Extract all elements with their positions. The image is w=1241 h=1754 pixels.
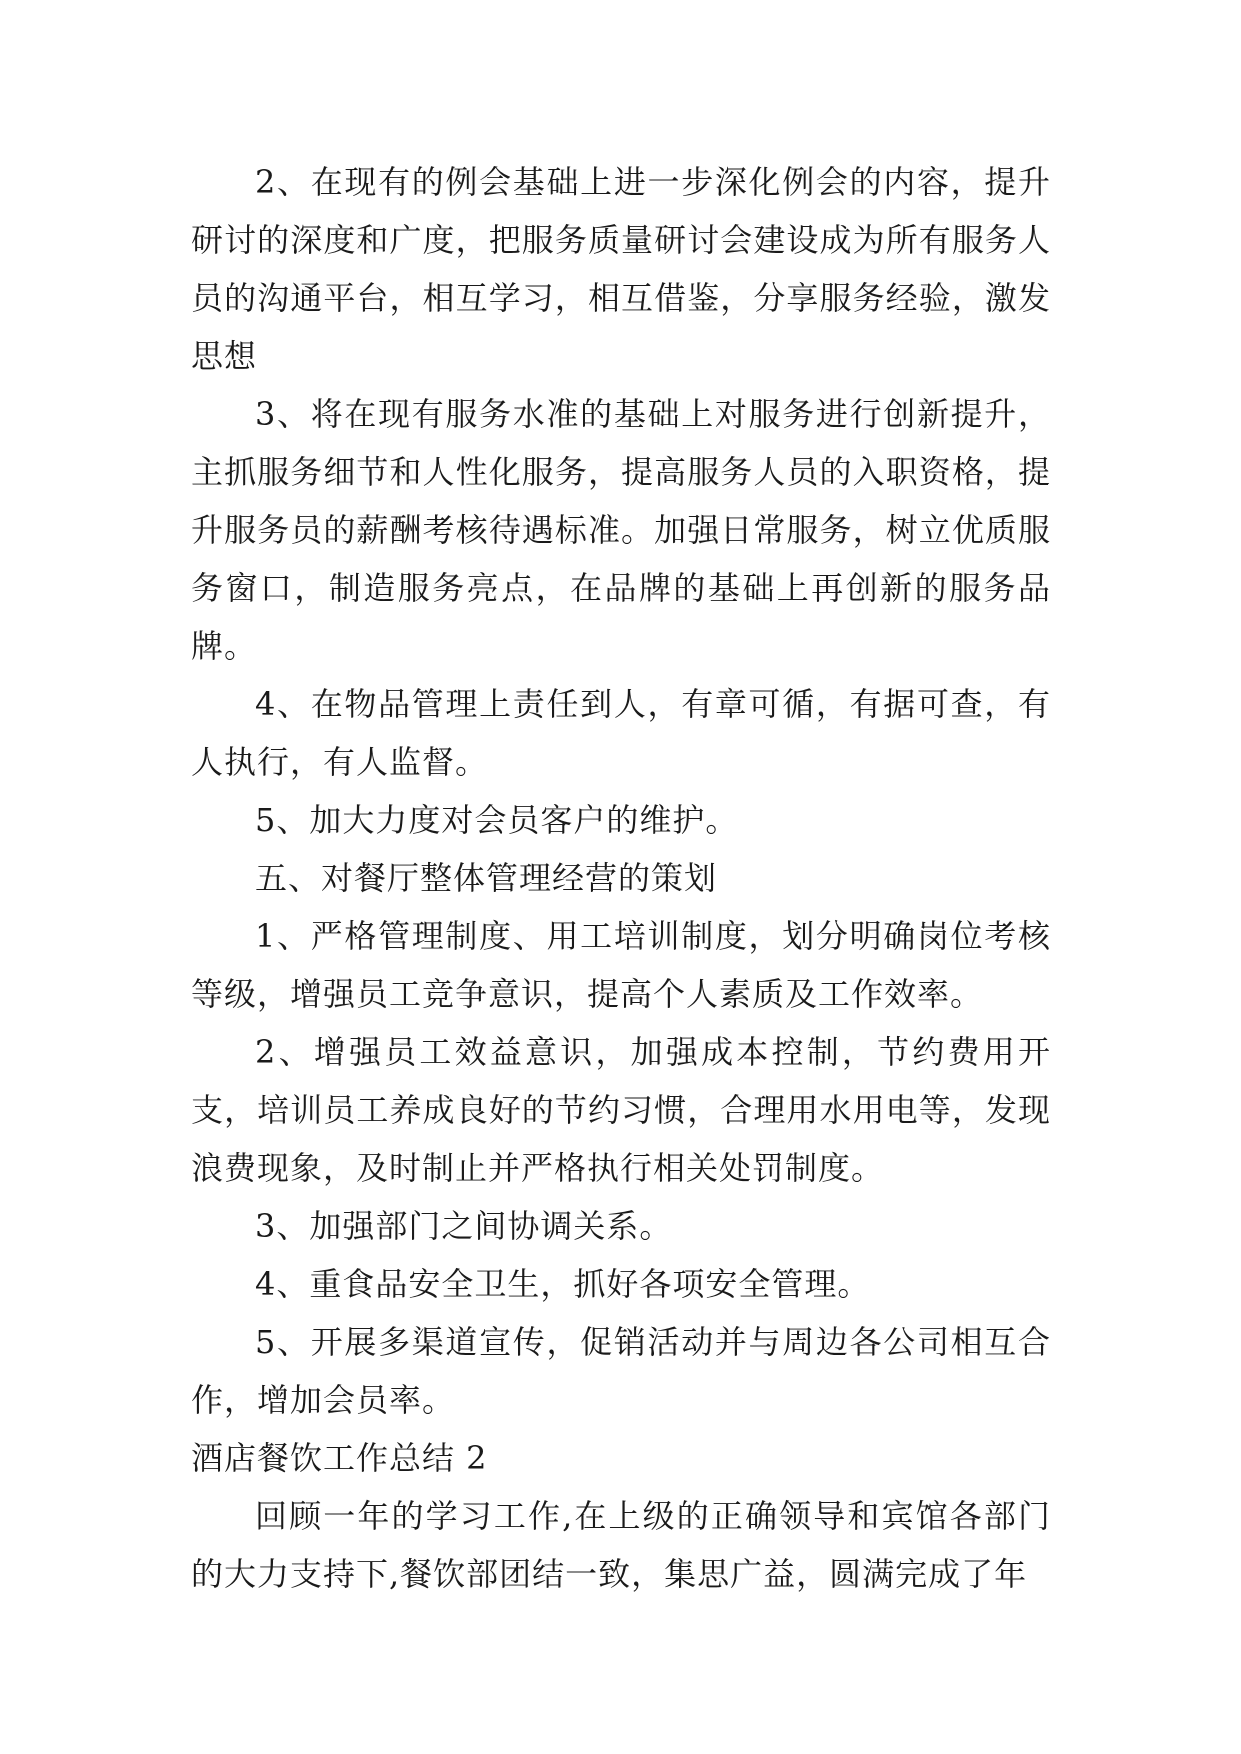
paragraph-item-5: 5、加大力度对会员客户的维护。 bbox=[255, 801, 739, 839]
paragraph-item-2b: 2、增强员工效益意识，加强成本控制，节约费用开支，培训员工养成良好的节约习惯，合理用水用电等，发现浪费现象，及时制止并严格执行相关处罚制度。 bbox=[191, 1033, 1051, 1187]
paragraph-item-4: 4、在物品管理上责任到人，有章可循，有据可查，有人执行，有人监督。 bbox=[191, 685, 1051, 781]
paragraph-item-3: 3、将在现有服务水准的基础上对服务进行创新提升，主抓服务细节和人性化服务，提高服务人员的入职资格，提升服务员的薪酬考核待遇标准。加强日常服务，树立优质服务窗口，制造服务亮点，在品牌的基础上再创新的服务品牌。 bbox=[191, 395, 1051, 665]
paragraph-intro: 回顾一年的学习工作,在上级的正确领导和宾馆各部门的大力支持下,餐饮部团结一致，集思广益，圆满完成了年 bbox=[191, 1497, 1051, 1593]
document-body bbox=[191, 153, 1051, 1603]
section-title: 酒店餐饮工作总结 2 bbox=[191, 1439, 488, 1477]
paragraph-item-5b: 5、开展多渠道宣传，促销活动并与周边各公司相互合作，增加会员率。 bbox=[191, 1323, 1051, 1419]
paragraph-item-1: 1、严格管理制度、用工培训制度，划分明确岗位考核等级，增强员工竞争意识，提高个人素质及工作效率。 bbox=[191, 917, 1051, 1013]
section-heading-five: 五、对餐厅整体管理经营的策划 bbox=[255, 859, 718, 897]
paragraph-item-2: 2、在现有的例会基础上进一步深化例会的内容，提升研讨的深度和广度，把服务质量研讨会建设成为所有服务人员的沟通平台，相互学习，相互借鉴，分享服务经验，激发思想 bbox=[191, 163, 1051, 375]
paragraph-item-3b: 3、加强部门之间协调关系。 bbox=[255, 1207, 673, 1245]
paragraph-item-4b: 4、重食品安全卫生，抓好各项安全管理。 bbox=[255, 1265, 871, 1303]
